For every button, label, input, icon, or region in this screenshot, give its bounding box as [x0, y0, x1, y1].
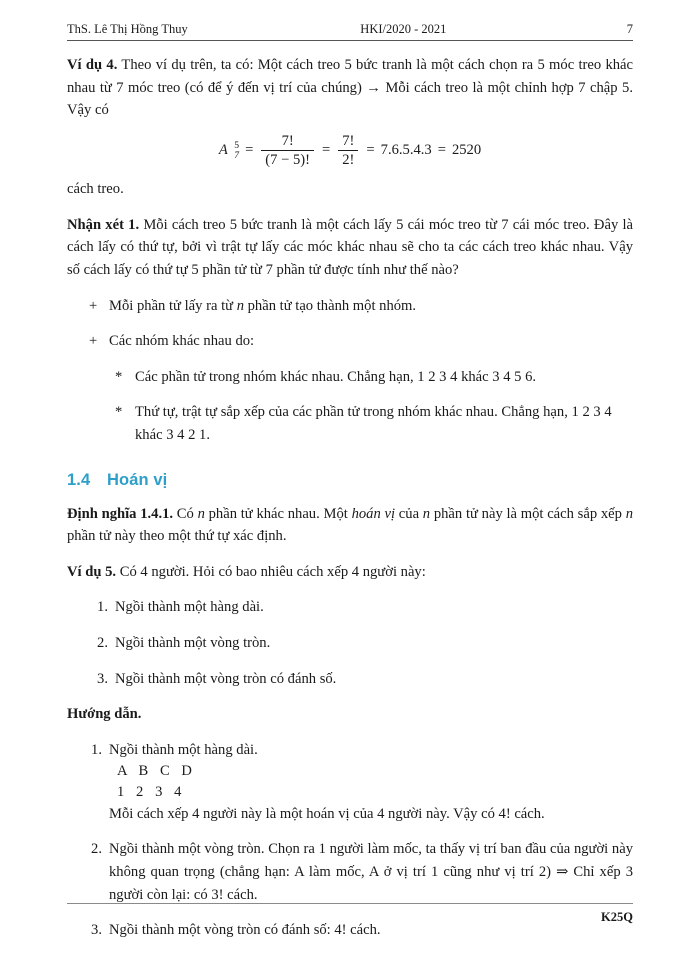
list-number: 3.	[97, 670, 108, 687]
remark-1-label: Nhận xét 1.	[67, 216, 140, 233]
formula-superscript: 5	[234, 140, 240, 152]
example-5-list-item	[87, 668, 633, 691]
page-footer	[67, 903, 633, 925]
list-item-text: Ngồi thành một hàng dài.	[115, 599, 264, 616]
solution-label-paragraph	[67, 703, 633, 726]
definition-part-5: phần tử này theo một thứ tự xác định.	[67, 528, 287, 545]
header-page-number: 7	[626, 22, 633, 36]
plus-marker-icon: +	[89, 297, 98, 314]
list-item-text: Ngồi thành một vòng tròn. Chọn ra 1 người làm mốc, ta thấy vị trí ban đầu của người này không quan trọng (chẳng hạn: A làm mốc, A ở vị trí 1 cũng như vị trí 2) ⇒ Chỉ xếp 3 người còn lại: có 3! cách.	[109, 841, 633, 903]
definition-part-3: của	[395, 505, 423, 522]
list-number: 3.	[91, 922, 102, 939]
definition-part-1: Có	[173, 505, 198, 522]
star-bullet-item	[115, 401, 633, 446]
section-title: Hoán vị	[107, 470, 168, 489]
remark-1-paragraph	[67, 214, 633, 282]
definition-part-4: phần tử này là một cách sắp xếp	[430, 505, 626, 522]
formula-fraction-1-numerator: 7!	[281, 132, 294, 149]
definition-italic-n-1: n	[197, 505, 205, 522]
formula-subscript: 7	[234, 149, 240, 161]
example-4-text: Theo ví dụ trên, ta có: Một cách treo 5 bức tranh là một cách chọn ra 5 móc treo khác nhau từ 7 móc treo (có để ý đến vị trí của chúng) → Mỗi cách treo là một chỉnh hợp 7 chập 5. Vậy có	[67, 57, 633, 119]
example-4-paragraph	[67, 54, 633, 122]
star-item-text: Các phần tử trong nhóm khác nhau. Chẳng hạn, 1 2 3 4 khác 3 4 5 6.	[135, 368, 537, 385]
star-marker-icon: *	[115, 368, 123, 385]
definition-part-2: phần tử khác nhau. Một	[204, 505, 352, 522]
footer-text: K25Q	[601, 910, 633, 924]
plus-item-text-after: phần tử tạo thành một nhóm.	[243, 297, 417, 314]
list-item-text: Ngồi thành một hàng dài.	[109, 741, 258, 758]
plus-item-text-before: Mỗi phần tử lấy ra từ	[109, 297, 237, 314]
section-number: 1.4	[67, 470, 91, 489]
formula-product: 7.6.5.4.3	[380, 142, 432, 159]
plus-marker-icon: +	[89, 333, 98, 350]
header-term: HKI/2020 - 2021	[360, 22, 447, 36]
plus-item-italic: n	[236, 297, 244, 314]
formula-fraction-2	[338, 133, 358, 169]
star-bullet-item	[115, 366, 633, 389]
star-marker-icon: *	[115, 404, 123, 421]
section-heading-1-4	[67, 471, 633, 490]
header-author: ThS. Lê Thị Hồng Thuy	[67, 22, 188, 36]
footer-divider	[67, 903, 633, 904]
formula-equals-2: =	[322, 142, 331, 159]
remark-1-text: Mỗi cách treo 5 bức tranh là một cách lấy 5 cái móc treo từ 7 cái móc treo. Đây là cách lấy có thứ tự, bởi vì trật tự lấy các móc khác nhau sẽ cho ta các cách treo khác nhau. Vậy số cách lấy có thứ tự 5 phần tử từ 7 phần tử được tính như thế nào?	[67, 216, 634, 278]
solution-list-item	[81, 739, 633, 826]
example-5-text: Có 4 người. Hỏi có bao nhiêu cách xếp 4 người này:	[116, 563, 426, 580]
formula-sup-sub	[234, 141, 239, 161]
plus-bullet-item	[89, 295, 633, 318]
formula-equals-4: =	[437, 142, 446, 159]
definition-italic-n-3: n	[625, 505, 633, 522]
example-5-list	[87, 596, 633, 690]
list-number: 1.	[91, 741, 102, 758]
example-4-label: Ví dụ 4.	[67, 57, 118, 73]
definition-paragraph	[67, 503, 633, 548]
star-item-text: Thứ tự, trật tự sắp xếp của các phần tử trong nhóm khác nhau. Chẳng hạn, 1 2 3 4 khác 3 4 2 1.	[135, 404, 612, 443]
formula-fraction-2-denominator: 2!	[338, 150, 358, 169]
list-number: 1.	[97, 599, 108, 616]
list-item-text: Ngồi thành một vòng tròn có đánh số: 4! cách.	[109, 922, 381, 939]
list-item-text: Ngồi thành một vòng tròn có đánh số.	[115, 670, 337, 687]
formula-symbol: A	[218, 142, 228, 159]
formula-fraction-2-numerator: 7!	[342, 132, 355, 149]
example-5-paragraph	[67, 561, 633, 584]
arrangement-grid-letters: A B C D	[117, 763, 193, 780]
plus-bullet-item	[89, 330, 633, 353]
solution-item-extra: Mỗi cách xếp 4 người này là một hoán vị của 4 người này. Vậy có 4! cách.	[109, 805, 545, 822]
formula-equals-3: =	[366, 142, 375, 159]
arrangement-grid-numbers: 1 2 3 4	[117, 784, 182, 801]
formula-result: 2520	[451, 142, 482, 159]
solution-list-item	[81, 838, 633, 906]
example-5-list-item	[87, 632, 633, 655]
example-5-list-item	[87, 596, 633, 619]
plus-bullet-list	[89, 295, 633, 353]
definition-label: Định nghĩa 1.4.1.	[67, 505, 174, 522]
formula-fraction-1	[261, 133, 314, 169]
solution-label: Hướng dẫn.	[67, 706, 142, 723]
example-5-label: Ví dụ 5.	[67, 563, 117, 580]
list-number: 2.	[91, 841, 102, 858]
page-content	[67, 0, 633, 942]
formula-equals-1: =	[245, 142, 254, 159]
example-4-conclusion: cách treo.	[67, 181, 124, 198]
arrangement-grid	[109, 761, 633, 802]
plus-item-text-before: Các nhóm khác nhau do:	[109, 333, 255, 350]
list-item-text: Ngồi thành một vòng tròn.	[115, 635, 271, 651]
list-number: 2.	[97, 635, 108, 651]
star-bullet-list	[115, 366, 633, 447]
definition-italic-n-2: n	[422, 505, 431, 522]
formula-a7-5	[67, 133, 633, 169]
definition-italic-term: hoán vị	[351, 505, 396, 522]
page-header	[67, 0, 633, 41]
formula-fraction-1-denominator: (7 − 5)!	[261, 150, 314, 169]
